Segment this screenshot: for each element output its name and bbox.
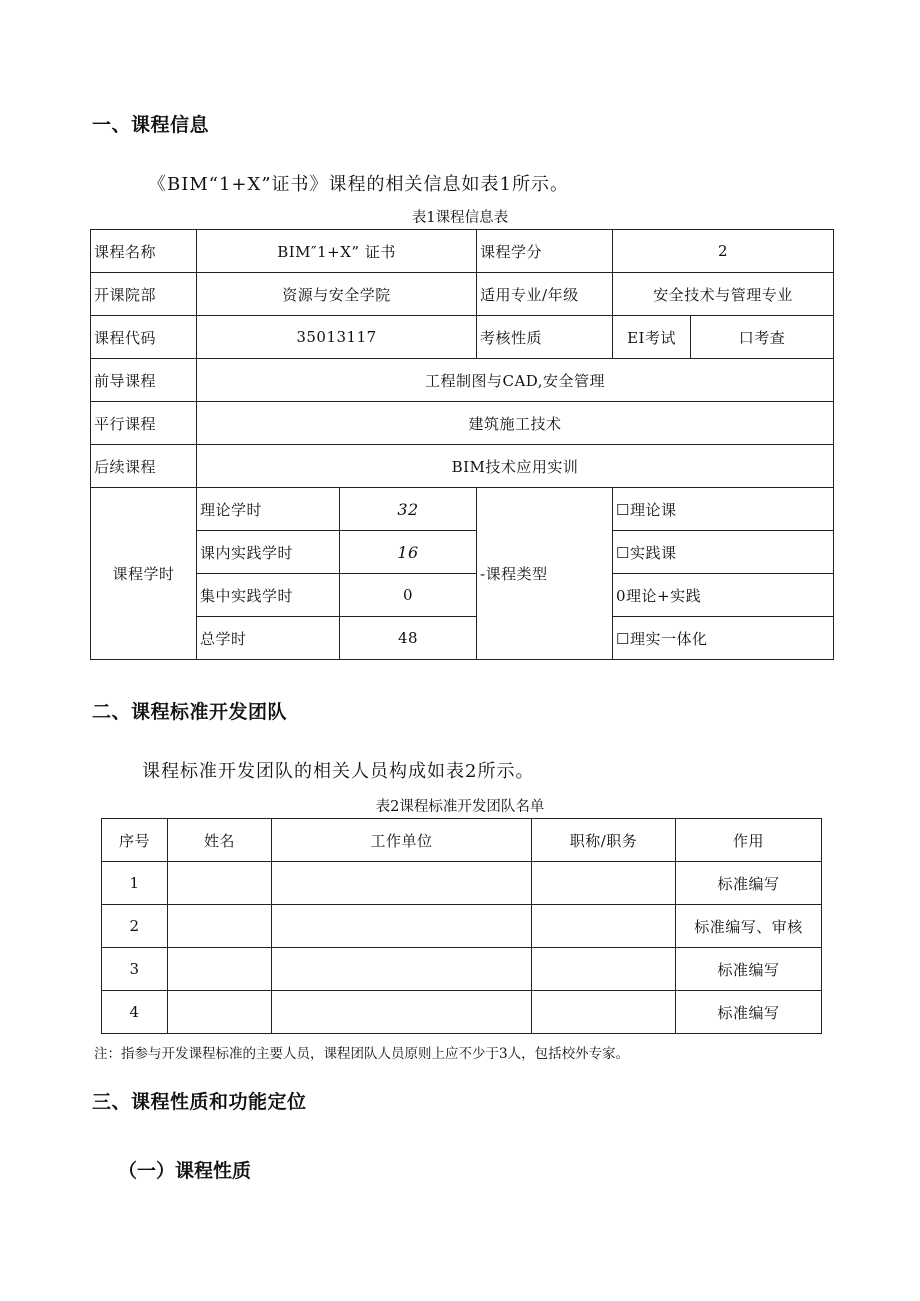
header-name: 姓名	[168, 819, 272, 862]
hours-practice-label: 课内实践学时	[197, 531, 340, 574]
row-no: 2	[102, 905, 168, 948]
major-label: 适用专业/年级	[477, 273, 613, 316]
row-name	[168, 862, 272, 905]
type-theory-option: ☐理论课	[613, 488, 834, 531]
row-no: 3	[102, 948, 168, 991]
row-name	[168, 948, 272, 991]
table-row	[102, 948, 822, 991]
header-no: 序号	[102, 819, 168, 862]
table2-note: 注：指参与开发课程标准的主要人员，课程团队人员原则上应不少于3人，包括校外专家。	[94, 1046, 630, 1062]
type-integrated-option: ☐理实一体化	[613, 617, 834, 660]
hours-label: 课程学时	[91, 488, 197, 660]
team-table	[101, 818, 822, 1034]
section2-title: 二、课程标准开发团队	[92, 701, 288, 723]
table-row	[102, 991, 822, 1034]
follow-value: BIM技术应用实训	[197, 445, 834, 488]
parallel-label: 平行课程	[91, 402, 197, 445]
code-value: 35013117	[197, 316, 477, 359]
prereq-value: 工程制图与CAD,安全管理	[197, 359, 834, 402]
row-unit	[272, 948, 532, 991]
table-row	[102, 862, 822, 905]
row-role: 标准编写	[676, 991, 822, 1034]
row-name	[168, 905, 272, 948]
course-info-table	[90, 229, 834, 660]
hours-concentrated-value: 0	[340, 574, 477, 617]
assess-check-option: 口考查	[691, 316, 834, 359]
type-mixed-option: 0理论+实践	[613, 574, 834, 617]
row-role: 标准编写	[676, 862, 822, 905]
row-name	[168, 991, 272, 1034]
row-title	[532, 948, 676, 991]
row-title	[532, 991, 676, 1034]
row-title	[532, 862, 676, 905]
follow-label: 后续课程	[91, 445, 197, 488]
hours-total-label: 总学时	[197, 617, 340, 660]
section3-sub1-title: （一）课程性质	[118, 1160, 252, 1182]
hours-concentrated-label: 集中实践学时	[197, 574, 340, 617]
section1-title: 一、课程信息	[92, 114, 210, 136]
parallel-value: 建筑施工技术	[197, 402, 834, 445]
table-row	[102, 905, 822, 948]
header-unit: 工作单位	[272, 819, 532, 862]
header-role: 作用	[676, 819, 822, 862]
header-title: 职称/职务	[532, 819, 676, 862]
table2-caption: 表2课程标准开发团队名单	[375, 799, 545, 815]
row-unit	[272, 991, 532, 1034]
table1-caption: 表1课程信息表	[411, 210, 509, 226]
prereq-label: 前导课程	[91, 359, 197, 402]
dept-value: 资源与安全学院	[197, 273, 477, 316]
row-unit	[272, 862, 532, 905]
course-name-value: BIM″1+X” 证书	[197, 230, 477, 273]
row-title	[532, 905, 676, 948]
code-label: 课程代码	[91, 316, 197, 359]
hours-practice-value: 16	[340, 531, 477, 574]
dept-label: 开课院部	[91, 273, 197, 316]
hours-theory-value: 32	[340, 488, 477, 531]
section3-title: 三、课程性质和功能定位	[92, 1091, 307, 1113]
assess-label: 考核性质	[477, 316, 613, 359]
section2-intro: 课程标准开发团队的相关人员构成如表2所示。	[142, 761, 535, 782]
credit-value: 2	[613, 230, 834, 273]
section1-intro: 《BIM“1+X”证书》课程的相关信息如表1所示。	[148, 174, 569, 195]
row-role: 标准编写、审核	[676, 905, 822, 948]
hours-total-value: 48	[340, 617, 477, 660]
row-role: 标准编写	[676, 948, 822, 991]
assess-exam-option: EI考试	[613, 316, 691, 359]
type-practice-option: ☐实践课	[613, 531, 834, 574]
credit-label: 课程学分	[477, 230, 613, 273]
hours-theory-label: 理论学时	[197, 488, 340, 531]
major-value: 安全技术与管理专业	[613, 273, 834, 316]
row-unit	[272, 905, 532, 948]
course-name-label: 课程名称	[91, 230, 197, 273]
row-no: 1	[102, 862, 168, 905]
row-no: 4	[102, 991, 168, 1034]
course-type-label: -课程类型	[477, 488, 613, 660]
